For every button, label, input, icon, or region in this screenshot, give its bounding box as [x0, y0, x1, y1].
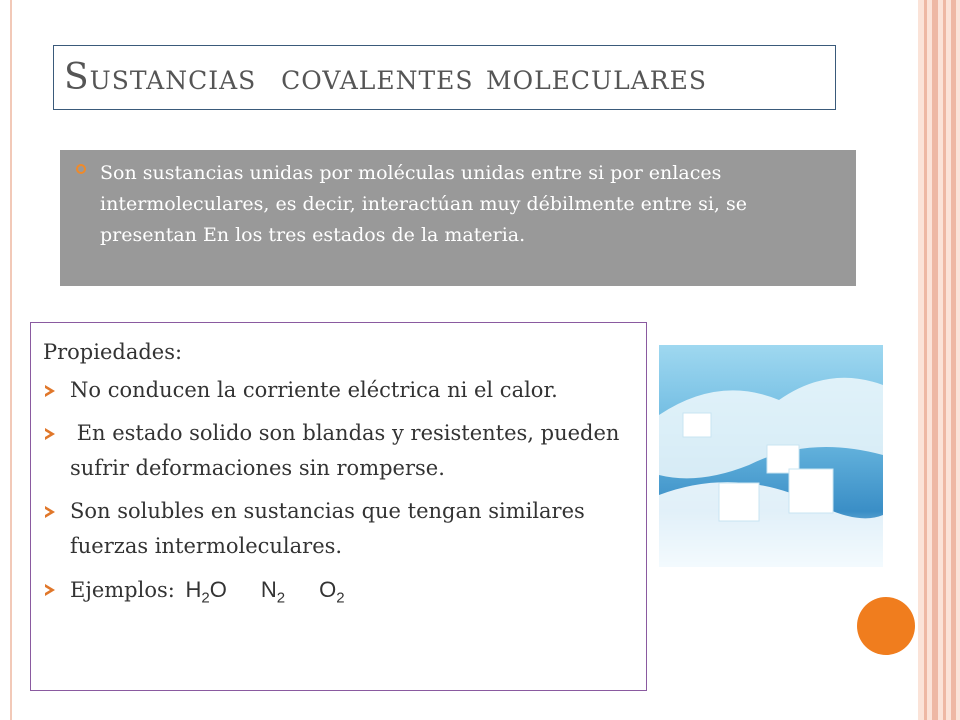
title-rest: covalentes moleculares	[281, 57, 707, 98]
intro-text: Son sustancias unidas por moléculas unidas entre si por enlaces intermoleculares, es decir, interactúan muy débilmente entre si, se presentan En los tres estados de la materia.	[100, 162, 747, 246]
arrow-bullet-icon	[45, 385, 55, 397]
right-stripe	[951, 0, 956, 720]
property-item	[43, 373, 636, 408]
slide-title	[64, 54, 707, 102]
sugar-cubes-image	[659, 345, 883, 567]
title-box	[53, 45, 836, 110]
sugar-cubes-illustration	[659, 345, 883, 567]
formula-water: $H_2O$	[185, 577, 227, 607]
intro-box	[60, 150, 856, 286]
formula-oxygen: $O_2$	[319, 577, 345, 607]
arrow-bullet-icon	[45, 428, 55, 440]
property-item	[43, 494, 636, 564]
properties-box	[30, 322, 647, 691]
arrow-bullet-icon	[45, 506, 55, 518]
orange-circle-decoration	[857, 597, 915, 655]
property-text: No conducen la corriente eléctrica ni el calor.	[70, 378, 558, 402]
property-text: Son solubles en sustancias que tengan similares fuerzas intermoleculares.	[70, 499, 585, 558]
left-margin-line	[10, 0, 12, 720]
examples-item	[43, 572, 636, 615]
right-stripe	[943, 0, 946, 720]
right-stripe	[932, 0, 938, 720]
properties-heading: Propiedades:	[43, 340, 183, 364]
circle-bullet-icon	[76, 164, 86, 174]
arrow-bullet-icon	[45, 584, 55, 596]
title-main: Sustancias	[64, 57, 257, 98]
examples-label: Ejemplos:	[70, 578, 182, 602]
property-text: En estado solido son blandas y resistentes, pueden sufrir deformaciones sin romperse.	[70, 421, 627, 480]
right-stripe	[924, 0, 927, 720]
property-item	[43, 416, 636, 486]
formula-nitrogen: $N_2$	[260, 577, 286, 607]
